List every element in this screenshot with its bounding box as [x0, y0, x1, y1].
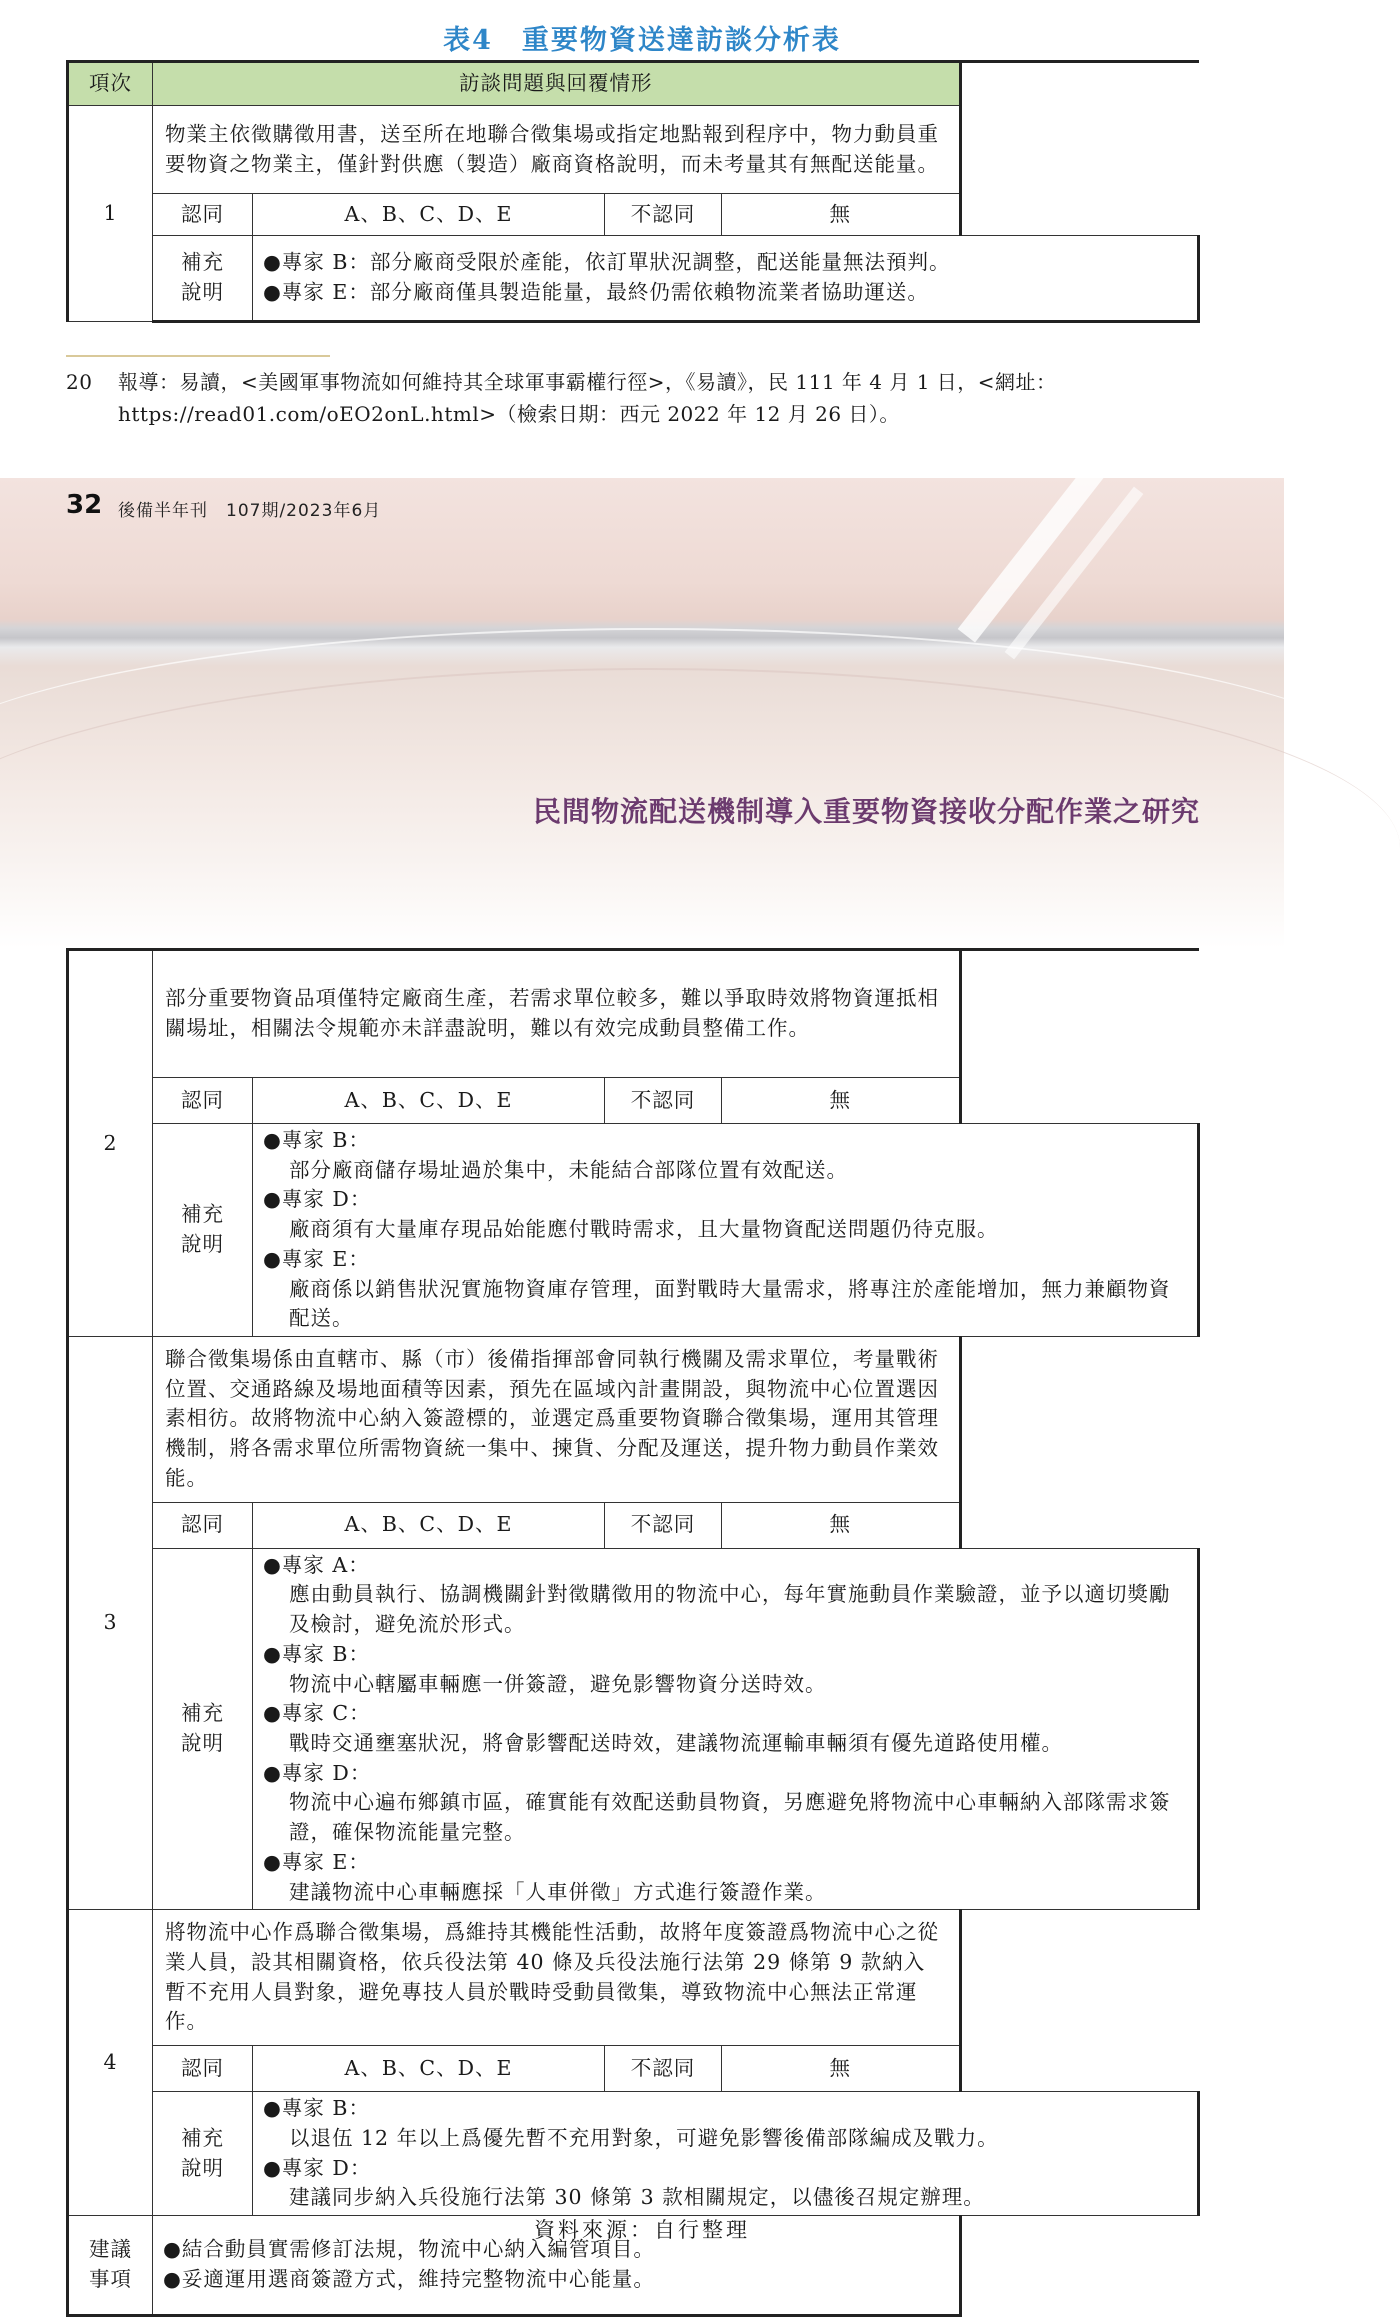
agree-label: 認同 — [153, 1502, 253, 1548]
item-no: 2 — [68, 950, 153, 1337]
agree-experts: A、B、C、D、E — [253, 1078, 605, 1124]
question-text: 聯合徵集場係由直轄市、縣（市）後備指揮部會同執行機關及需求單位，考量戰術位置、交通路線及場地面積等因素，預先在區域內計畫開設，與物流中心位置選因素相彷。故將物流中心納入簽證標的，並選定爲重要物資聯合徵集場，運用其管理機制，將各需求單位所需物資統一集中、揀貨、分配及運送，提升物力動員作業效能。 — [153, 1337, 961, 1503]
recommendation-label: 建議 事項 — [68, 2216, 153, 2316]
page-number: 32 — [66, 490, 103, 520]
agree-experts: A、B、C、D、E — [253, 2046, 605, 2092]
interview-table-part1 — [66, 60, 1200, 323]
supplement-label: 補充 說明 — [153, 1124, 253, 1337]
disagree-label: 不認同 — [605, 1078, 722, 1124]
disagree-label: 不認同 — [605, 2046, 722, 2092]
expert-note: 廠商係以銷售狀況實施物資庫存管理，面對戰時大量需求，將專注於產能增加，無力兼顧物資配送。 — [289, 1276, 1171, 1331]
expert-name: ●專家 C： — [263, 1701, 371, 1726]
expert-note: 廠商須有大量庫存現品始能應付戰時需求，且大量物資配送問題仍待克服。 — [289, 1217, 999, 1242]
agree-label: 認同 — [153, 1078, 253, 1124]
recommendation-item: ●妥適運用選商簽證方式，維持完整物流中心能量。 — [163, 2267, 655, 2291]
item-no: 1 — [68, 106, 153, 322]
expert-note: 應由動員執行、協調機關針對徵購徵用的物流中心，每年實施動員作業驗證，並予以適切獎勵及檢討，避免流於形式。 — [289, 1582, 1171, 1637]
expert-name: ●專家 B： — [263, 1128, 370, 1152]
agree-experts: A、B、C、D、E — [253, 1502, 605, 1548]
page-break-banner — [0, 478, 1284, 948]
expert-note: ●專家 E：部分廠商僅具製造能量，最終仍需依賴物流業者協助運送。 — [263, 280, 929, 304]
footnote-number: 20 — [66, 370, 93, 394]
expert-name: ●專家 A： — [263, 1552, 370, 1577]
supplement-label: 補充 說明 — [153, 1548, 253, 1910]
supplement-notes — [253, 1124, 1199, 1337]
expert-name: ●專家 E： — [263, 1849, 370, 1874]
disagree-value: 無 — [722, 2046, 961, 2092]
question-text: 將物流中心作爲聯合徵集場，爲維持其機能性活動，故將年度簽證爲物流中心之從業人員，設其相關資格，依兵役法第 40 條及兵役法施行法第 29 條第 9 款納入暫不充用人員對象，避免專技人員於戰時受動員徵集，導致物流中心無法正常運作。 — [153, 1910, 961, 2046]
expert-name: ●專家 E： — [263, 1246, 370, 1271]
source-note: 資料來源：自行整理 — [534, 2218, 750, 2242]
expert-note: 部分廠商儲存場址過於集中，未能結合部隊位置有效配送。 — [289, 1157, 848, 1182]
journal-name: 後備半年刊 107期/2023年6月 — [118, 501, 382, 521]
interview-table-part2 — [66, 948, 1200, 2317]
agree-experts: A、B、C、D、E — [253, 194, 605, 236]
expert-note: 以退伍 12 年以上爲優先暫不充用對象，可避免影響後備部隊編成及戰力。 — [289, 2125, 999, 2150]
supplement-notes — [253, 1548, 1199, 1910]
disagree-value: 無 — [722, 1078, 961, 1124]
item-no: 4 — [68, 1910, 153, 2216]
footnote-text: 報導：易讀，<美國軍事物流如何維持其全球軍事霸權行徑>，《易讀》，民 111 年 4 月 1 日，<網址：https://read01.com/oEO2onL.html>（檢索日期：西元 2022 年 12 月 26 日）。 — [118, 370, 1057, 426]
expert-name: ●專家 D： — [263, 2155, 372, 2180]
supplement-label: 補充 說明 — [153, 2092, 253, 2216]
question-text: 物業主依徵購徵用書，送至所在地聯合徵集場或指定地點報到程序中，物力動員重要物資之物業主，僅針對供應（製造）廠商資格說明，而未考量其有無配送能量。 — [153, 106, 961, 194]
agree-label: 認同 — [153, 194, 253, 236]
supplement-label: 補充 說明 — [153, 236, 253, 322]
agree-label: 認同 — [153, 2046, 253, 2092]
expert-note: 建議物流中心車輛應採「人車併徵」方式進行簽證作業。 — [289, 1879, 827, 1904]
disagree-value: 無 — [722, 1502, 961, 1548]
supplement-notes — [253, 236, 1199, 322]
disagree-label: 不認同 — [605, 194, 722, 236]
expert-note: 戰時交通壅塞狀況，將會影響配送時效，建議物流運輸車輛須有優先道路使用權。 — [289, 1730, 1063, 1755]
header-interview: 訪談問題與回覆情形 — [153, 62, 961, 106]
table-caption: 表4 重要物資送達訪談分析表 — [443, 25, 841, 56]
footnote — [66, 366, 1206, 430]
expert-name: ●專家 D： — [263, 1187, 372, 1212]
expert-name: ●專家 D： — [263, 1760, 372, 1785]
expert-note: 物流中心轄屬車輛應一併簽證，避免影響物資分送時效。 — [289, 1671, 827, 1696]
running-title: 民間物流配送機制導入重要物資接收分配作業之研究 — [532, 795, 1200, 828]
footnote-divider — [66, 355, 330, 357]
item-no: 3 — [68, 1337, 153, 1910]
recommendation-item: ●結合動員實需修訂法規，物流中心納入編管項目。 — [163, 2237, 655, 2262]
expert-name: ●專家 B： — [263, 1641, 370, 1666]
header-item-no: 項次 — [68, 62, 153, 106]
expert-note: 物流中心遍布鄉鎮市區，確實能有效配送動員物資，另應避免將物流中心車輛納入部隊需求簽證，確保物流能量完整。 — [289, 1790, 1171, 1845]
expert-note: ●專家 B：部分廠商受限於產能，依訂單狀況調整，配送能量無法預判。 — [263, 250, 951, 275]
disagree-value: 無 — [722, 194, 961, 236]
question-text: 部分重要物資品項僅特定廠商生產，若需求單位較多，難以爭取時效將物資運抵相關場址，相關法令規範亦未詳盡說明，難以有效完成動員整備工作。 — [153, 950, 961, 1078]
supplement-notes — [253, 2092, 1199, 2216]
expert-name: ●專家 B： — [263, 2096, 370, 2121]
disagree-label: 不認同 — [605, 1502, 722, 1548]
expert-note: 建議同步納入兵役施行法第 30 條第 3 款相關規定，以儘後召規定辦理。 — [289, 2185, 985, 2210]
